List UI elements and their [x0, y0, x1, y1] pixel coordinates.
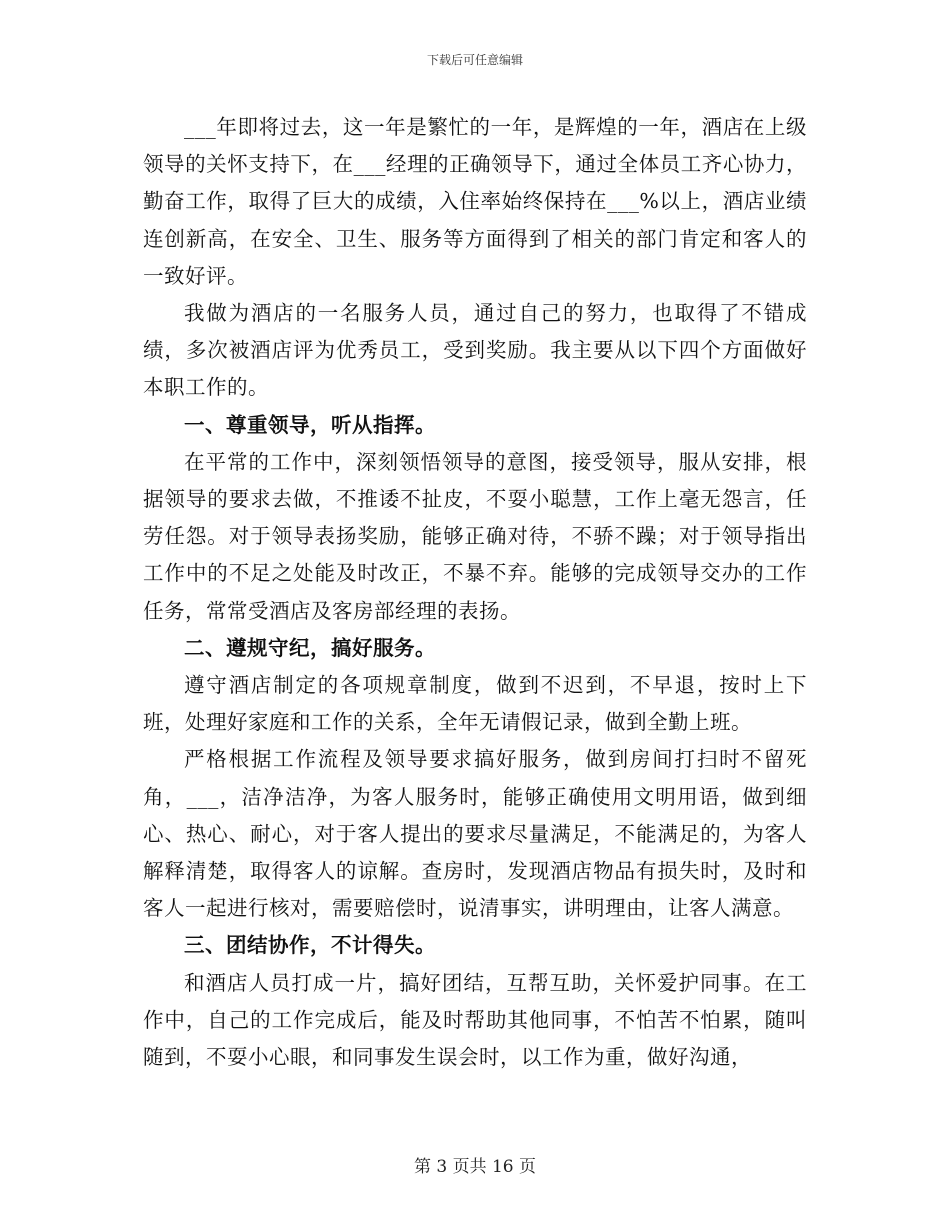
- paragraph-section-2b: 严格根据工作流程及领导要求搞好服务，做到房间打扫时不留死角，___，洁净洁净，为客人服务时，能够正确使用文明用语，做到细心、热心、耐心，对于客人提出的要求尽量满足，不能满足的，为客人解释清楚，取得客人的谅解。查房时，发现酒店物品有损失时，及时和客人一起进行核对，需要赔偿时，说清事实，讲明理由，让客人满意。: [143, 747, 807, 921]
- page-header: 下载后可任意编辑: [426, 53, 523, 67]
- section-heading-3: 三、团结协作，不计得失。: [184, 933, 436, 958]
- paragraph-section-2a: 遵守酒店制定的各项规章制度，做到不迟到，不早退，按时上下班，处理好家庭和工作的关系，全年无请假记录，做到全勤上班。: [143, 673, 807, 735]
- paragraph-intro: ___年即将过去，这一年是繁忙的一年，是辉煌的一年，酒店在上级领导的关怀支持下，在___经理的正确领导下，通过全体员工齐心协力，勤奋工作，取得了巨大的成绩，入住率始终保持在___%以上，酒店业绩连创新高，在安全、卫生、服务等方面得到了相关的部门肯定和客人的一致好评。: [143, 115, 807, 288]
- document-body: [143, 109, 807, 1076]
- paragraph-section-3: 和酒店人员打成一片，搞好团结，互帮互助，关怀爱护同事。在工作中，自己的工作完成后，能及时帮助其他同事，不怕苦不怕累，随叫随到，不耍小心眼，和同事发生误会时，以工作为重，做好沟通，: [143, 970, 807, 1070]
- page-number-footer: 第 3 页共 16 页: [413, 1157, 537, 1177]
- paragraph-section-1: 在平常的工作中，深刻领悟领导的意图，接受领导，服从安排，根据领导的要求去做，不推诿不扯皮，不耍小聪慧，工作上毫无怨言，任劳任怨。对于领导表扬奖励，能够正确对待，不骄不躁；对于领导指出工作中的不足之处能及时改正，不暴不弃。能够的完成领导交办的工作任务，常常受酒店及客房部经理的表扬。: [143, 449, 807, 623]
- paragraph-self-summary: 我做为酒店的一名服务人员，通过自己的努力，也取得了不错成绩，多次被酒店评为优秀员工，受到奖励。我主要从以下四个方面做好本职工作的。: [143, 301, 807, 400]
- section-heading-1: 一、尊重领导，听从指挥。: [184, 412, 436, 437]
- section-heading-2: 二、遵规守纪，搞好服务。: [184, 635, 436, 660]
